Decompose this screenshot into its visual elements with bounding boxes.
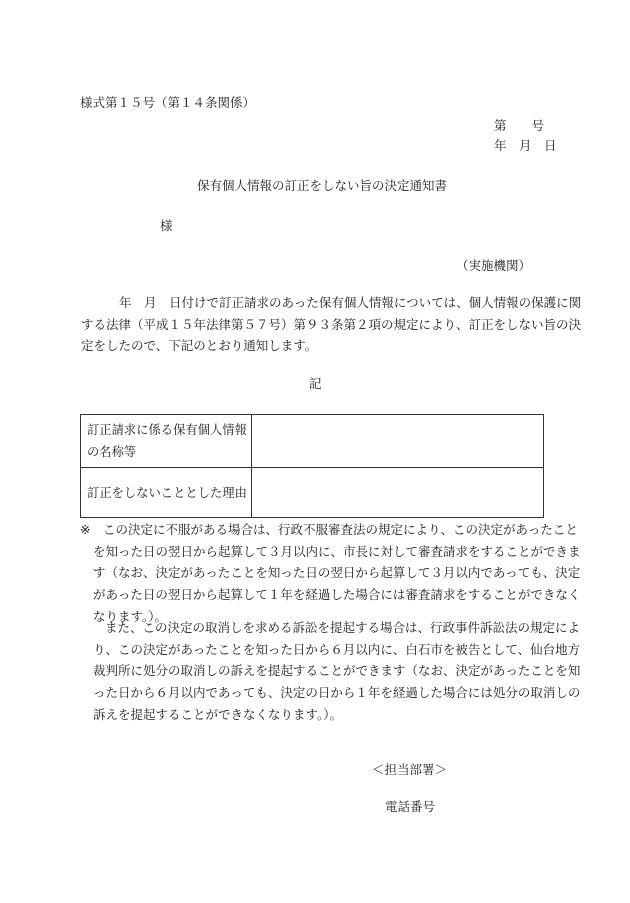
note-line: また、この決定の取消しを求める訴訟を提起する場合は、行政事件訴訟法の規定によ	[105, 620, 581, 635]
body-line: 年 月 日付けで訂正請求のあった保有個人情報については、個人情報の保護に関	[119, 295, 582, 310]
table-label-line: 訂正をしないこととした理由	[87, 485, 247, 500]
issuing-agency: （実施機関）	[456, 258, 532, 273]
note-mark: ※	[80, 522, 91, 537]
addressee-suffix: 様	[160, 218, 173, 233]
table-row	[81, 468, 544, 518]
note-paragraph-1	[93, 519, 581, 627]
form-id: 様式第１５号（第１４条関係）	[80, 95, 256, 110]
note-line: があった日の翌日から起算して１年を経過した場合には審査請求をすることができなく	[93, 587, 581, 603]
ki-heading: 記	[309, 376, 322, 391]
note-line: なります。）。	[93, 608, 168, 624]
table-label-cell	[81, 415, 252, 468]
table-label-line: の名称等	[87, 445, 137, 459]
document-number: 第 号	[494, 118, 545, 133]
body-paragraph	[81, 292, 582, 357]
department-label: ＜担当部署＞	[372, 762, 448, 777]
note-line: この決定に不服がある場合は、行政不服審査法の規定により、この決定があったこと	[103, 522, 578, 537]
table-row	[81, 415, 544, 468]
issue-date: 年 月 日	[494, 138, 557, 153]
table-label-cell	[81, 468, 252, 518]
note-line: を知った日の翌日から起算して３月以内に、市長に対して審査請求をすることができま	[93, 543, 581, 559]
body-line: 定をしたので、下記のとおり通知します。	[81, 338, 318, 353]
note-line: った日から６月以内であっても、決定の日から１年を経過した場合には処分の取消しの	[93, 685, 581, 701]
note-line: す（なお、決定があったことを知った日の翌日から起算して３月以内であっても、決定	[93, 565, 581, 581]
document-title: 保有個人情報の訂正をしない旨の決定通知書	[197, 178, 448, 193]
note-line: 裁判所に処分の取消しの訴えを提起することができます（なお、決定があったことを知	[93, 663, 581, 679]
table-label-line: 訂正請求に係る保有個人情報	[87, 423, 247, 437]
phone-label: 電話番号	[385, 799, 436, 814]
note-paragraph-2	[93, 617, 581, 725]
table-value-cell	[252, 468, 544, 518]
body-line: する法律（平成１５年法律第５７号）第９３条第２項の規定により、訂正をしない旨の決	[81, 316, 582, 332]
decision-table	[80, 414, 544, 518]
table-value-cell	[252, 415, 544, 468]
note-line: り、この決定があったことを知った日から６月以内に、白石市を被告として、仙台地方	[93, 641, 581, 657]
note-line: 訴えを提起することができなくなります。）。	[93, 706, 343, 722]
